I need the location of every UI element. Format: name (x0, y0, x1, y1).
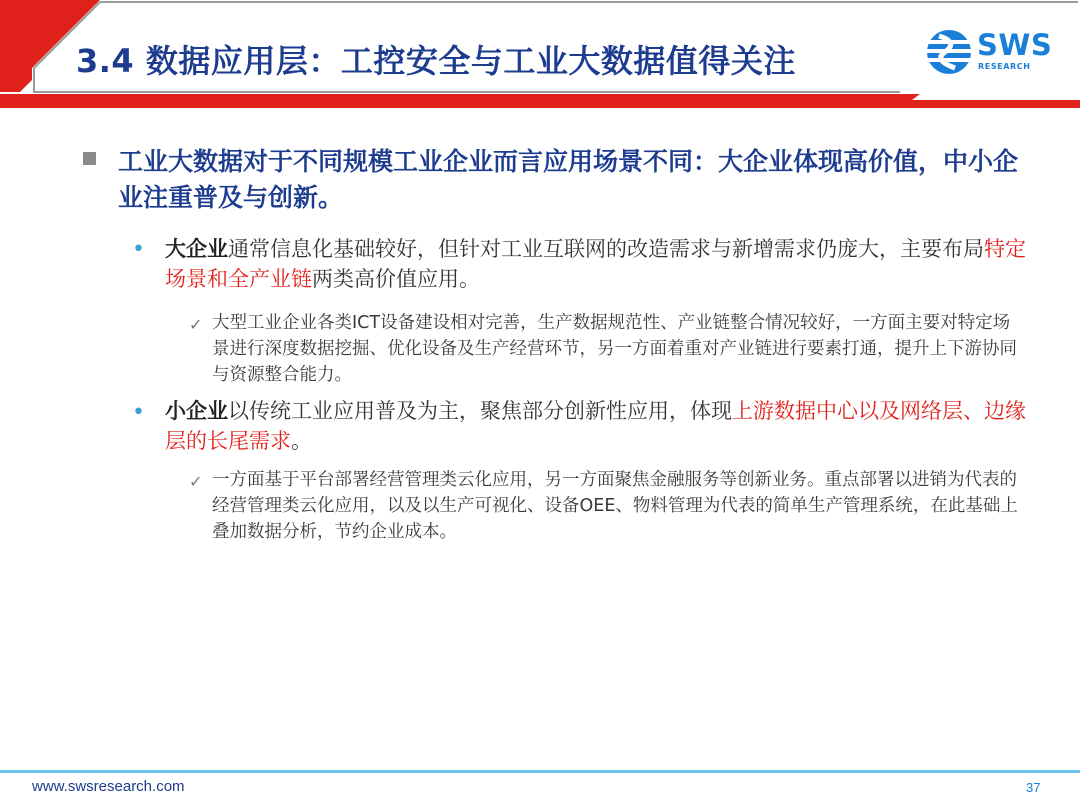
detail-large-enterprise: 大型工业企业各类ICT设备建设相对完善，生产数据规范性、产业链整合情况较好，一方面主要对特定场景进行深度数据挖掘、优化设备及生产经营环节，另一方面着重对产业链进行要素打通，提升上下游协同与资源整合能力。 (212, 313, 1017, 385)
page-number: 37 (1026, 780, 1041, 795)
page-title: 3.4 数据应用层：工控安全与工业大数据值得关注 (76, 42, 796, 80)
header-red-underline (40, 94, 1080, 108)
dot-bullet-icon: • (132, 400, 145, 425)
point-text: 通常信息化基础较好，但针对工业互联网的改造需求与新增需求仍庞大，主要布局 (228, 237, 984, 261)
square-bullet-icon (83, 152, 96, 165)
point-large-enterprise (165, 234, 1045, 294)
point-small-enterprise (165, 396, 1045, 456)
sws-logo-icon (925, 28, 973, 76)
point-subject: 大企业 (165, 237, 228, 261)
point-text-end: 两类高价值应用。 (312, 267, 480, 291)
detail-small-enterprise: 一方面基于平台部署经营管理类云化应用，另一方面聚焦金融服务等创新业务。重点部署以进销为代表的经营管理类云化应用，以及以生产可视化、设备OEE、物料管理为代表的简单生产管理系统，在此基础上叠加数据分析，节约企业成本。 (212, 470, 1018, 542)
point-highlight: 上游数据中心以及网络层、边缘层的长尾需求 (165, 399, 1026, 453)
footer-divider (0, 770, 1080, 773)
point-highlight: 特定场景和全产业链 (165, 237, 1026, 291)
main-point: 工业大数据对于不同规模工业企业而言应用场景不同：大企业体现高价值，中小企业注重普及与创新。 (118, 147, 1019, 212)
checkmark-icon: ✓ (189, 315, 203, 334)
dot-bullet-icon: • (132, 237, 145, 262)
logo-subtext: RESEARCH (978, 62, 1031, 71)
header-red-underline-left (0, 94, 40, 108)
sws-logo (925, 28, 1057, 76)
point-text-end: 。 (291, 429, 312, 453)
footer-url[interactable]: www.swsresearch.com (32, 778, 185, 795)
point-text: 以传统工业应用普及为主，聚焦部分创新性应用，体现 (228, 399, 732, 423)
point-subject: 小企业 (165, 399, 228, 423)
checkmark-icon: ✓ (189, 472, 203, 491)
logo-text: SWS (977, 28, 1053, 62)
